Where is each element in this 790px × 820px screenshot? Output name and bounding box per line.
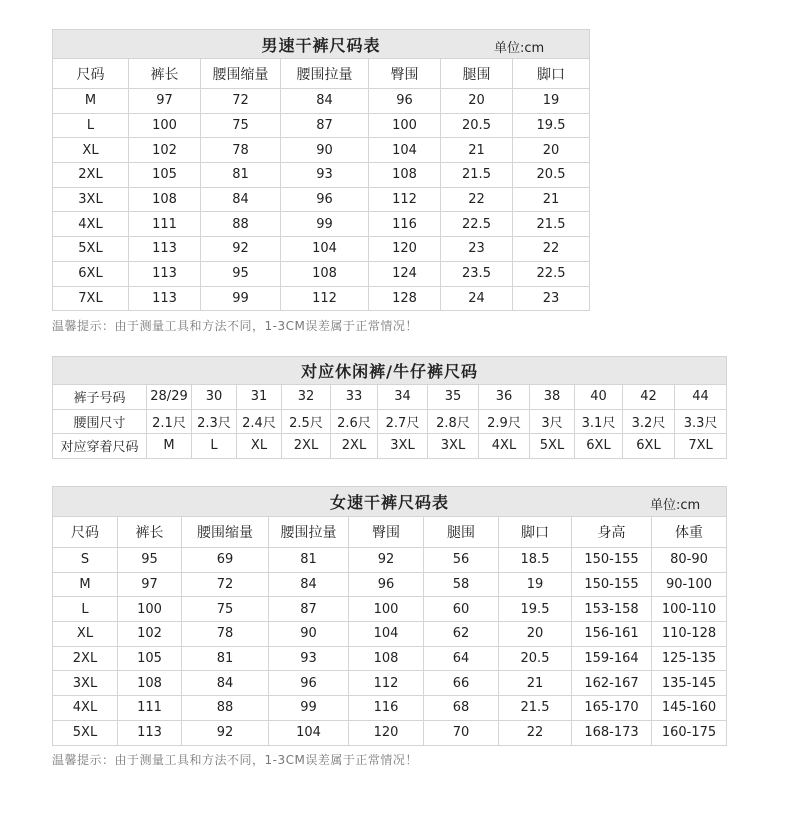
casual-size-table <box>52 356 727 459</box>
men-table-row <box>53 261 590 286</box>
casual-table-cell: L <box>192 434 237 459</box>
men-table-cell: 20.5 <box>441 113 513 138</box>
men-table-row <box>53 89 590 114</box>
women-table-cell: 66 <box>424 671 499 696</box>
men-table-row <box>53 212 590 237</box>
women-table-cell: 165-170 <box>572 696 652 721</box>
women-table-cell: 92 <box>182 720 269 745</box>
casual-table-title: 对应休闲裤/牛仔裤尺码 <box>301 362 478 381</box>
casual-table-cell: 33 <box>331 385 378 410</box>
men-table-cell: 19 <box>513 89 590 114</box>
men-table-header-cell: 腰围拉量 <box>281 59 369 89</box>
men-table-cell: 100 <box>369 113 441 138</box>
men-table-cell: 4XL <box>53 212 129 237</box>
women-table-cell: 78 <box>182 622 269 647</box>
casual-table-cell: 3尺 <box>530 409 575 434</box>
men-table-cell: 22.5 <box>513 261 590 286</box>
men-table-cell: 104 <box>369 138 441 163</box>
women-table-cell: 105 <box>118 646 182 671</box>
women-table-cell: 68 <box>424 696 499 721</box>
women-table-row <box>53 696 727 721</box>
casual-table-row <box>53 385 727 410</box>
women-table-cell: 110-128 <box>652 622 727 647</box>
women-table-cell: 125-135 <box>652 646 727 671</box>
women-table-cell: 75 <box>182 597 269 622</box>
women-table-header-cell: 脚口 <box>499 517 572 548</box>
casual-table-cell: 3.2尺 <box>623 409 675 434</box>
casual-table-cell: 2.3尺 <box>192 409 237 434</box>
women-table-cell: 22 <box>499 720 572 745</box>
casual-table-cell: 2.8尺 <box>428 409 479 434</box>
women-table-cell: S <box>53 548 118 573</box>
women-table-note: 温馨提示：由于测量工具和方法不同，1-3CM误差属于正常情况！ <box>52 753 418 767</box>
women-table-cell: 81 <box>182 646 269 671</box>
women-table-cell: 99 <box>269 696 349 721</box>
women-table-cell: 84 <box>182 671 269 696</box>
men-table-note: 温馨提示：由于测量工具和方法不同，1-3CM误差属于正常情况！ <box>52 319 418 333</box>
women-table-cell: 81 <box>269 548 349 573</box>
casual-table-cell: 38 <box>530 385 575 410</box>
casual-table-cell: 32 <box>282 385 331 410</box>
men-table-cell: 113 <box>129 237 201 262</box>
men-table-cell: 20 <box>441 89 513 114</box>
men-table-cell: 111 <box>129 212 201 237</box>
men-table-header-cell: 裤长 <box>129 59 201 89</box>
women-table-cell: 80-90 <box>652 548 727 573</box>
women-table-cell: 96 <box>349 572 424 597</box>
women-table-cell: 2XL <box>53 646 118 671</box>
women-table-cell: 112 <box>349 671 424 696</box>
women-table-header-cell: 尺码 <box>53 517 118 548</box>
women-table-cell: 162-167 <box>572 671 652 696</box>
casual-table-cell: 34 <box>378 385 428 410</box>
men-table-cell: 128 <box>369 286 441 311</box>
men-table-header-cell: 腿围 <box>441 59 513 89</box>
men-table-cell: 3XL <box>53 187 129 212</box>
men-size-table <box>52 29 590 311</box>
women-table-row <box>53 720 727 745</box>
casual-table-row <box>53 434 727 459</box>
women-table-header-cell: 腰围缩量 <box>182 517 269 548</box>
women-table-cell: 168-173 <box>572 720 652 745</box>
women-table-cell: 62 <box>424 622 499 647</box>
men-table-cell: 95 <box>201 261 281 286</box>
women-table-title-cell <box>53 487 727 517</box>
men-table-cell: 21.5 <box>441 163 513 188</box>
men-table-cell: 116 <box>369 212 441 237</box>
men-table-cell: 96 <box>281 187 369 212</box>
men-table-cell: 113 <box>129 261 201 286</box>
men-table-cell: 120 <box>369 237 441 262</box>
women-table-cell: 88 <box>182 696 269 721</box>
men-table-cell: 100 <box>129 113 201 138</box>
men-table-cell: 78 <box>201 138 281 163</box>
men-table-cell: L <box>53 113 129 138</box>
men-table-row <box>53 138 590 163</box>
men-table-cell: 21.5 <box>513 212 590 237</box>
men-table-cell: 90 <box>281 138 369 163</box>
women-table-row <box>53 622 727 647</box>
women-table-cell: 102 <box>118 622 182 647</box>
women-table-header-cell: 裤长 <box>118 517 182 548</box>
casual-table-cell: 5XL <box>530 434 575 459</box>
women-table-cell: 150-155 <box>572 548 652 573</box>
men-table-cell: 96 <box>369 89 441 114</box>
men-table-cell: 87 <box>281 113 369 138</box>
women-table-header-cell: 臀围 <box>349 517 424 548</box>
men-table-cell: 24 <box>441 286 513 311</box>
men-table-cell: 99 <box>281 212 369 237</box>
casual-table-cell: 7XL <box>675 434 727 459</box>
casual-table-cell: 6XL <box>575 434 623 459</box>
casual-table-cell: 2.1尺 <box>147 409 192 434</box>
women-table-cell: 159-164 <box>572 646 652 671</box>
men-table-cell: 23.5 <box>441 261 513 286</box>
casual-table-cell: 3XL <box>428 434 479 459</box>
women-table-cell: 58 <box>424 572 499 597</box>
women-table-unit: 单位:cm <box>650 498 701 513</box>
men-table-header-row <box>53 59 590 89</box>
women-table-cell: 20 <box>499 622 572 647</box>
women-table-cell: 60 <box>424 597 499 622</box>
women-table-cell: M <box>53 572 118 597</box>
women-table-row <box>53 646 727 671</box>
men-table-unit: 单位:cm <box>494 41 545 56</box>
men-table-title: 男速干裤尺码表 <box>261 35 381 55</box>
men-table-header-cell: 腰围缩量 <box>201 59 281 89</box>
casual-table-cell: 2.7尺 <box>378 409 428 434</box>
men-table-cell: 108 <box>369 163 441 188</box>
women-table-cell: XL <box>53 622 118 647</box>
women-table-cell: 111 <box>118 696 182 721</box>
men-table-cell: 20.5 <box>513 163 590 188</box>
men-table-cell: 102 <box>129 138 201 163</box>
men-table-cell: 84 <box>281 89 369 114</box>
men-table-cell: 105 <box>129 163 201 188</box>
casual-table-cell: 裤子号码 <box>53 385 147 410</box>
women-table-cell: 120 <box>349 720 424 745</box>
casual-table-cell: 2.5尺 <box>282 409 331 434</box>
men-table-cell: 113 <box>129 286 201 311</box>
women-table-cell: 96 <box>269 671 349 696</box>
casual-table-cell: 2XL <box>331 434 378 459</box>
men-table-cell: 88 <box>201 212 281 237</box>
men-table-cell: 92 <box>201 237 281 262</box>
women-table-cell: 100-110 <box>652 597 727 622</box>
casual-table-cell: 2.9尺 <box>479 409 530 434</box>
casual-table-cell: 44 <box>675 385 727 410</box>
men-table-cell: 22 <box>441 187 513 212</box>
women-table-cell: 108 <box>118 671 182 696</box>
casual-table-cell: 42 <box>623 385 675 410</box>
women-table-cell: 21.5 <box>499 696 572 721</box>
women-table-cell: 19.5 <box>499 597 572 622</box>
women-table-cell: 93 <box>269 646 349 671</box>
casual-table-cell: 31 <box>237 385 282 410</box>
women-table-cell: 18.5 <box>499 548 572 573</box>
men-table-cell: 104 <box>281 237 369 262</box>
men-table-cell: 99 <box>201 286 281 311</box>
women-table-cell: 21 <box>499 671 572 696</box>
men-table-cell: 112 <box>369 187 441 212</box>
women-table-cell: 90-100 <box>652 572 727 597</box>
women-table-row <box>53 597 727 622</box>
men-table-header-cell: 尺码 <box>53 59 129 89</box>
women-table-cell: 90 <box>269 622 349 647</box>
women-table-cell: 104 <box>269 720 349 745</box>
women-table-cell: 116 <box>349 696 424 721</box>
women-table-cell: 160-175 <box>652 720 727 745</box>
women-table-cell: 4XL <box>53 696 118 721</box>
women-table-cell: 19 <box>499 572 572 597</box>
women-table-cell: 20.5 <box>499 646 572 671</box>
casual-table-cell: 36 <box>479 385 530 410</box>
casual-table-cell: 6XL <box>623 434 675 459</box>
men-table-cell: 6XL <box>53 261 129 286</box>
women-table-header-cell: 腰围拉量 <box>269 517 349 548</box>
men-table-cell: 23 <box>513 286 590 311</box>
casual-table-cell: 2.4尺 <box>237 409 282 434</box>
women-table-cell: 95 <box>118 548 182 573</box>
men-table-header-cell: 脚口 <box>513 59 590 89</box>
women-table-cell: 3XL <box>53 671 118 696</box>
men-table-row <box>53 113 590 138</box>
casual-table-cell: 28/29 <box>147 385 192 410</box>
men-table-cell: 20 <box>513 138 590 163</box>
men-table-cell: 23 <box>441 237 513 262</box>
men-table-row <box>53 163 590 188</box>
women-table-cell: 153-158 <box>572 597 652 622</box>
men-table-cell: 108 <box>281 261 369 286</box>
men-table-cell: 93 <box>281 163 369 188</box>
men-table-cell: 21 <box>441 138 513 163</box>
women-table-cell: 84 <box>269 572 349 597</box>
men-table-cell: 19.5 <box>513 113 590 138</box>
casual-table-cell: 3.3尺 <box>675 409 727 434</box>
casual-table-cell: 对应穿着尺码 <box>53 434 147 459</box>
casual-table-cell: 2XL <box>282 434 331 459</box>
casual-table-cell: 30 <box>192 385 237 410</box>
women-table-title: 女速干裤尺码表 <box>330 493 450 512</box>
women-table-row <box>53 548 727 573</box>
casual-table-cell: 3XL <box>378 434 428 459</box>
women-table-header-cell: 体重 <box>652 517 727 548</box>
women-table-cell: 87 <box>269 597 349 622</box>
men-table-row <box>53 286 590 311</box>
men-table-header-cell: 臀围 <box>369 59 441 89</box>
women-table-row <box>53 572 727 597</box>
women-table-cell: 150-155 <box>572 572 652 597</box>
casual-table-cell: 40 <box>575 385 623 410</box>
women-table-cell: 104 <box>349 622 424 647</box>
men-table-cell: 22 <box>513 237 590 262</box>
men-table-cell: 21 <box>513 187 590 212</box>
men-table-cell: 124 <box>369 261 441 286</box>
men-table-cell: 5XL <box>53 237 129 262</box>
women-table-cell: L <box>53 597 118 622</box>
men-table-cell: 81 <box>201 163 281 188</box>
casual-table-cell: 2.6尺 <box>331 409 378 434</box>
casual-table-cell: 35 <box>428 385 479 410</box>
casual-table-cell: XL <box>237 434 282 459</box>
women-table-cell: 5XL <box>53 720 118 745</box>
women-table-cell: 156-161 <box>572 622 652 647</box>
women-table-cell: 108 <box>349 646 424 671</box>
men-table-cell: 84 <box>201 187 281 212</box>
women-table-header-cell: 腿围 <box>424 517 499 548</box>
women-table-cell: 92 <box>349 548 424 573</box>
men-table-cell: 112 <box>281 286 369 311</box>
women-size-table <box>52 486 727 746</box>
men-table-cell: 72 <box>201 89 281 114</box>
women-table-header-row <box>53 517 727 548</box>
casual-table-cell: 3.1尺 <box>575 409 623 434</box>
women-table-cell: 145-160 <box>652 696 727 721</box>
casual-table-row <box>53 409 727 434</box>
women-table-header-cell: 身高 <box>572 517 652 548</box>
men-table-row <box>53 187 590 212</box>
casual-table-cell: 4XL <box>479 434 530 459</box>
men-table-cell: 97 <box>129 89 201 114</box>
men-table-cell: 22.5 <box>441 212 513 237</box>
men-table-cell: 7XL <box>53 286 129 311</box>
women-table-cell: 100 <box>118 597 182 622</box>
women-table-cell: 70 <box>424 720 499 745</box>
women-table-cell: 113 <box>118 720 182 745</box>
women-table-cell: 64 <box>424 646 499 671</box>
men-table-cell: 108 <box>129 187 201 212</box>
women-table-row <box>53 671 727 696</box>
casual-table-cell: 腰围尺寸 <box>53 409 147 434</box>
women-table-cell: 100 <box>349 597 424 622</box>
men-table-cell: 2XL <box>53 163 129 188</box>
men-table-title-cell <box>53 30 590 59</box>
men-table-cell: 75 <box>201 113 281 138</box>
women-table-cell: 135-145 <box>652 671 727 696</box>
casual-table-cell: M <box>147 434 192 459</box>
men-table-cell: XL <box>53 138 129 163</box>
casual-table-title-cell <box>53 357 727 385</box>
men-table-row <box>53 237 590 262</box>
women-table-cell: 97 <box>118 572 182 597</box>
women-table-cell: 69 <box>182 548 269 573</box>
women-table-cell: 56 <box>424 548 499 573</box>
women-table-cell: 72 <box>182 572 269 597</box>
men-table-cell: M <box>53 89 129 114</box>
